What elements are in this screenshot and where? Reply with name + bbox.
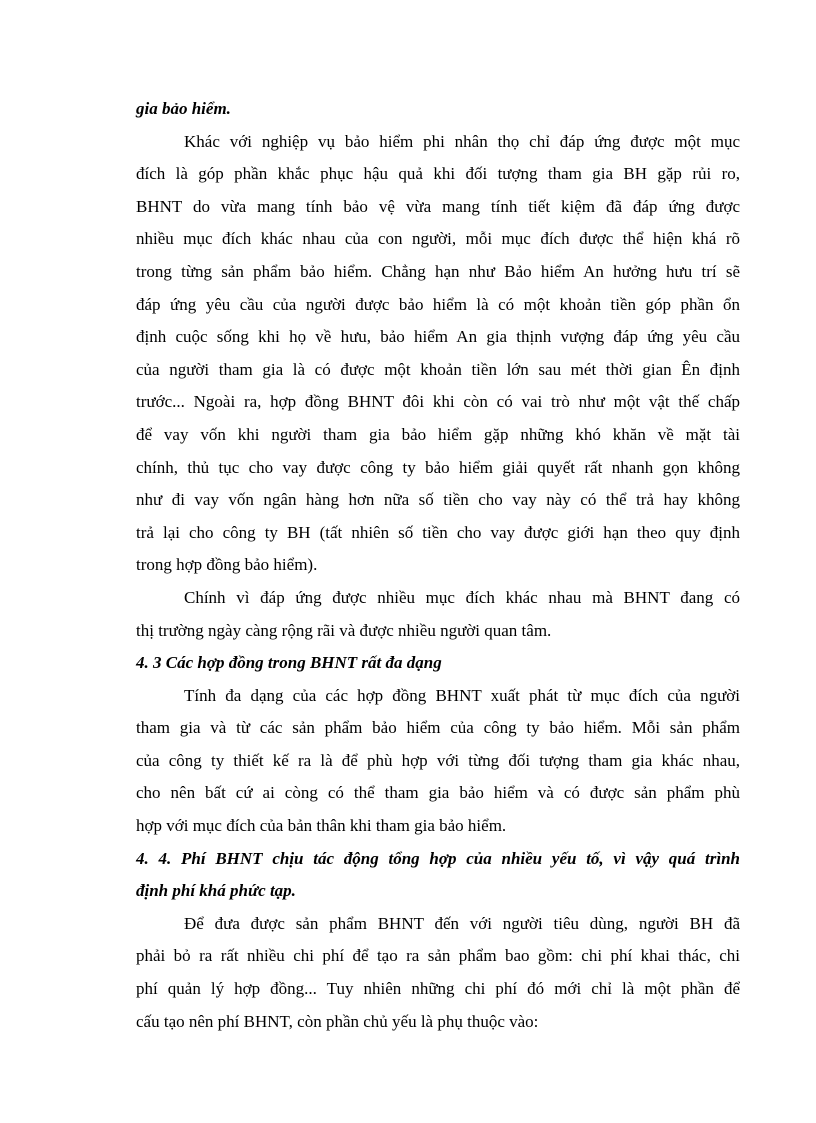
body-line: chính, thủ tục cho vay được công ty bảo hiểm giải quyết rất nhanh gọn không <box>136 457 740 477</box>
section-heading: 4. 4. Phí BHNT chịu tác động tổng hợp của nhiều yếu tố, vì vậy quá trình <box>136 848 740 868</box>
body-line: gia bảo hiểm. <box>136 99 231 118</box>
paragraph-first-line: Chính vì đáp ứng được nhiều mục đích khác nhau mà BHNT đang có <box>184 587 740 607</box>
body-line: của công ty thiết kế ra là để phù hợp với từng đối tượng tham gia khác nhau, <box>136 750 740 770</box>
body-line: trả lại cho công ty BH (tất nhiên số tiền cho vay được giới hạn theo quy định <box>136 522 740 542</box>
body-line: để vay vốn khi người tham gia bảo hiểm gặp những khó khăn về mặt tài <box>136 424 740 444</box>
body-line: tham gia và từ các sản phẩm bảo hiểm của công ty bảo hiểm. Mỗi sản phẩm <box>136 718 740 738</box>
body-line: trong từng sản phẩm bảo hiểm. Chẳng hạn như Bảo hiểm An hưởng hưu trí sẽ <box>136 261 740 281</box>
body-line: trong hợp đồng bảo hiểm). <box>136 555 318 575</box>
body-line: thị trường ngày càng rộng rãi và được nhiều người quan tâm. <box>136 620 552 640</box>
section-heading: 4. 3 Các hợp đồng trong BHNT rất đa dạng <box>136 653 442 673</box>
body-line: BHNT do vừa mang tính bảo vệ vừa mang tính tiết kiệm đã đáp ứng được <box>136 196 740 216</box>
section-heading: định phí khá phức tạp. <box>136 881 296 901</box>
paragraph-first-line: Tính đa dạng của các hợp đồng BHNT xuất phát từ mục đích của người <box>184 685 740 705</box>
body-line: đáp ứng yêu cầu của người được bảo hiểm là có một khoản tiền góp phần ổn <box>136 294 740 314</box>
paragraph-first-line: Để đưa được sản phẩm BHNT đến với người tiêu dùng, người BH đã <box>184 913 740 933</box>
document-page <box>136 93 740 1038</box>
body-line: trước... Ngoài ra, hợp đồng BHNT đôi khi còn có vai trò như một vật thế chấp <box>136 392 740 412</box>
body-line: hợp với mục đích của bản thân khi tham gia bảo hiểm. <box>136 816 507 836</box>
body-line: phí quản lý hợp đồng... Tuy nhiên những chi phí đó mới chỉ là một phần để <box>136 979 740 999</box>
body-line: cấu tạo nên phí BHNT, còn phần chủ yếu là phụ thuộc vào: <box>136 1011 539 1031</box>
paragraph-first-line: Khác với nghiệp vụ bảo hiểm phi nhân thọ chỉ đáp ứng được một mục <box>184 131 740 151</box>
body-line: của người tham gia là có được một khoản tiền lớn sau mét thời gian Ên định <box>136 359 740 379</box>
body-line: nhiều mục đích khác nhau của con người, mỗi mục đích được thể hiện khá rõ <box>136 229 740 249</box>
body-line: như đi vay vốn ngân hàng hơn nữa số tiền cho vay này có thể trả hay không <box>136 490 740 510</box>
body-line: định cuộc sống khi họ về hưu, bảo hiểm An gia thịnh vượng đáp ứng yêu cầu <box>136 327 740 347</box>
body-line: phải bỏ ra rất nhiều chi phí để tạo ra sản phẩm bao gồm: chi phí khai thác, chi <box>136 946 740 966</box>
body-line: đích là góp phần khắc phục hậu quả khi đối tượng tham gia BH gặp rủi ro, <box>136 164 740 184</box>
body-line: cho nên bất cứ ai còng có thể tham gia bảo hiểm và có được sản phẩm phù <box>136 783 740 803</box>
